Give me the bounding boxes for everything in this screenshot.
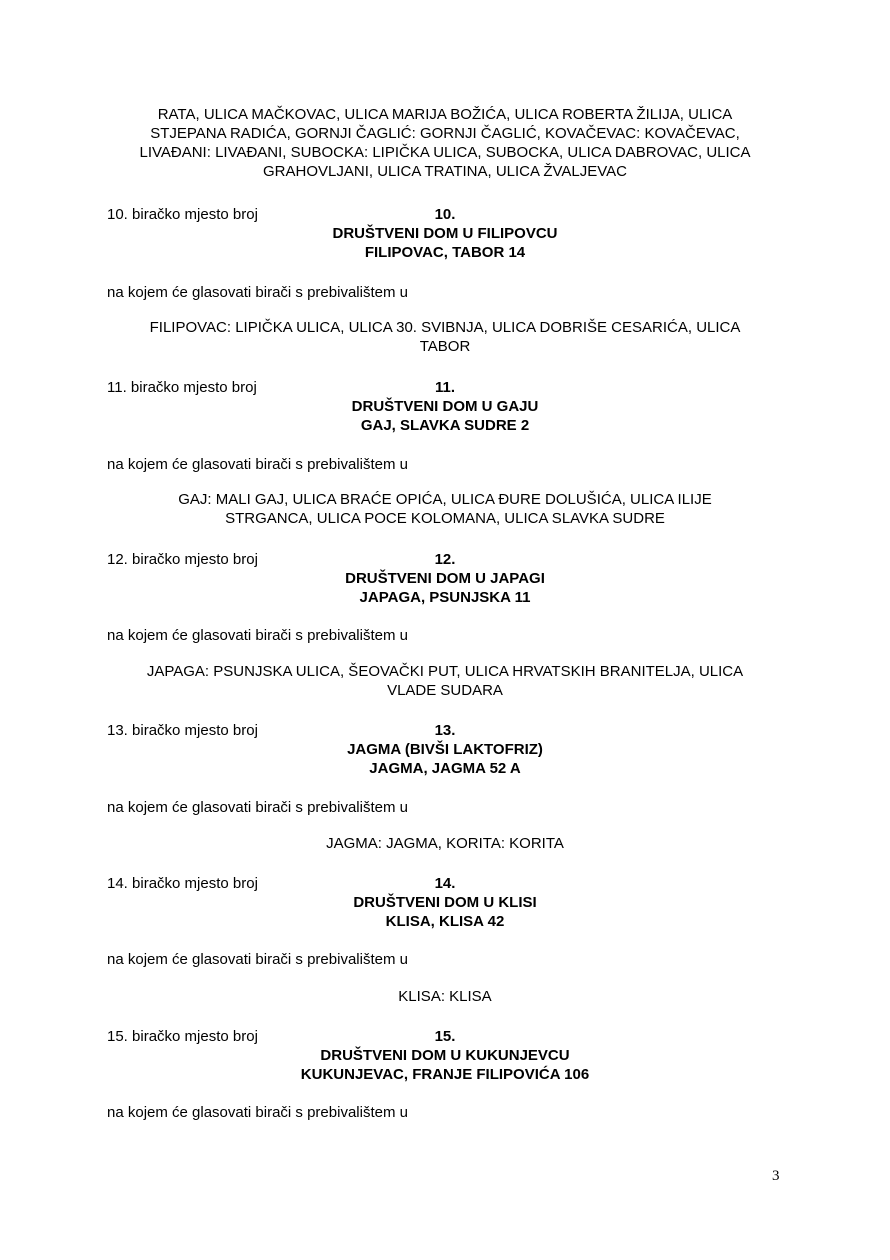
polling-station-address: KUKUNJEVAC, FRANJE FILIPOVIĆA 106 bbox=[300, 1066, 590, 1083]
polling-station-label: 14. biračko mjesto broj bbox=[107, 875, 258, 892]
polling-station-name: DRUŠTVENI DOM U GAJU bbox=[351, 398, 539, 415]
polling-station-number: 10. bbox=[434, 206, 456, 223]
polling-station-label: 12. biračko mjesto broj bbox=[107, 551, 258, 568]
polling-station-label: 11. biračko mjesto broj bbox=[107, 379, 257, 396]
polling-station-name: DRUŠTVENI DOM U KUKUNJEVCU bbox=[320, 1047, 570, 1064]
polling-station-number: 15. bbox=[434, 1028, 456, 1045]
polling-station-header bbox=[245, 721, 645, 778]
street-list: KLISA: KLISA bbox=[398, 988, 492, 1005]
polling-station-header bbox=[245, 1027, 645, 1084]
polling-station-name: DRUŠTVENI DOM U KLISI bbox=[353, 894, 537, 911]
polling-station-name: DRUŠTVENI DOM U FILIPOVCU bbox=[332, 225, 558, 242]
polling-station-address: GAJ, SLAVKA SUDRE 2 bbox=[360, 417, 530, 434]
voters-intro: na kojem će glasovati birači s prebivalištem u bbox=[107, 1104, 408, 1121]
voters-intro: na kojem će glasovati birači s prebivalištem u bbox=[107, 799, 408, 816]
polling-station-label: 13. biračko mjesto broj bbox=[107, 722, 258, 739]
page-number: 3 bbox=[772, 1168, 780, 1184]
voters-intro: na kojem će glasovati birači s prebivalištem u bbox=[107, 456, 408, 473]
polling-station-label: 10. biračko mjesto broj bbox=[107, 206, 258, 223]
polling-station-address: FILIPOVAC, TABOR 14 bbox=[364, 244, 526, 261]
street-list: GAJ: MALI GAJ, ULICA BRAĆE OPIĆA, ULICA ĐURE DOLUŠIĆA, ULICA ILIJE STRGANCA, ULICA POCE KOLOMANA, ULICA SLAVKA SUDRE bbox=[178, 491, 712, 527]
street-list-continued: RATA, ULICA MAČKOVAC, ULICA MARIJA BOŽIĆA, ULICA ROBERTA ŽILIJA, ULICA STJEPANA RADIĆA, GORNJI ČAGLIĆ: GORNJI ČAGLIĆ, KOVAČEVAC: KOVAČEVAC, LIVAĐANI: LIVAĐANI, SUBOCKA: LIPIČKA ULICA, SUBOCKA, ULICA DABROVAC, ULICA GRAHOVLJANI, ULICA TRATINA, ULICA ŽVALJEVAC bbox=[139, 106, 751, 180]
polling-station-header bbox=[245, 378, 645, 435]
street-list: JAGMA: JAGMA, KORITA: KORITA bbox=[326, 835, 564, 852]
polling-station-address: JAGMA, JAGMA 52 A bbox=[369, 760, 521, 777]
street-list: FILIPOVAC: LIPIČKA ULICA, ULICA 30. SVIBNJA, ULICA DOBRIŠE CESARIĆA, ULICA TABOR bbox=[149, 319, 741, 355]
polling-station-name: DRUŠTVENI DOM U JAPAGI bbox=[345, 570, 545, 587]
polling-station-name: JAGMA (BIVŠI LAKTOFRIZ) bbox=[347, 741, 543, 758]
polling-station-header bbox=[245, 205, 645, 262]
voters-intro: na kojem će glasovati birači s prebivalištem u bbox=[107, 951, 408, 968]
voters-intro: na kojem će glasovati birači s prebivalištem u bbox=[107, 284, 408, 301]
polling-station-address: JAPAGA, PSUNJSKA 11 bbox=[359, 589, 531, 606]
polling-station-number: 12. bbox=[434, 551, 456, 568]
polling-station-number: 11. bbox=[434, 379, 456, 396]
polling-station-address: KLISA, KLISA 42 bbox=[385, 913, 505, 930]
polling-station-number: 14. bbox=[434, 875, 456, 892]
voters-intro: na kojem će glasovati birači s prebivalištem u bbox=[107, 627, 408, 644]
street-list: JAPAGA: PSUNJSKA ULICA, ŠEOVAČKI PUT, ULICA HRVATSKIH BRANITELJA, ULICA VLADE SUDARA bbox=[146, 663, 744, 699]
polling-station-header bbox=[245, 874, 645, 931]
polling-station-label: 15. biračko mjesto broj bbox=[107, 1028, 258, 1045]
polling-station-header bbox=[245, 550, 645, 607]
polling-station-number: 13. bbox=[434, 722, 456, 739]
